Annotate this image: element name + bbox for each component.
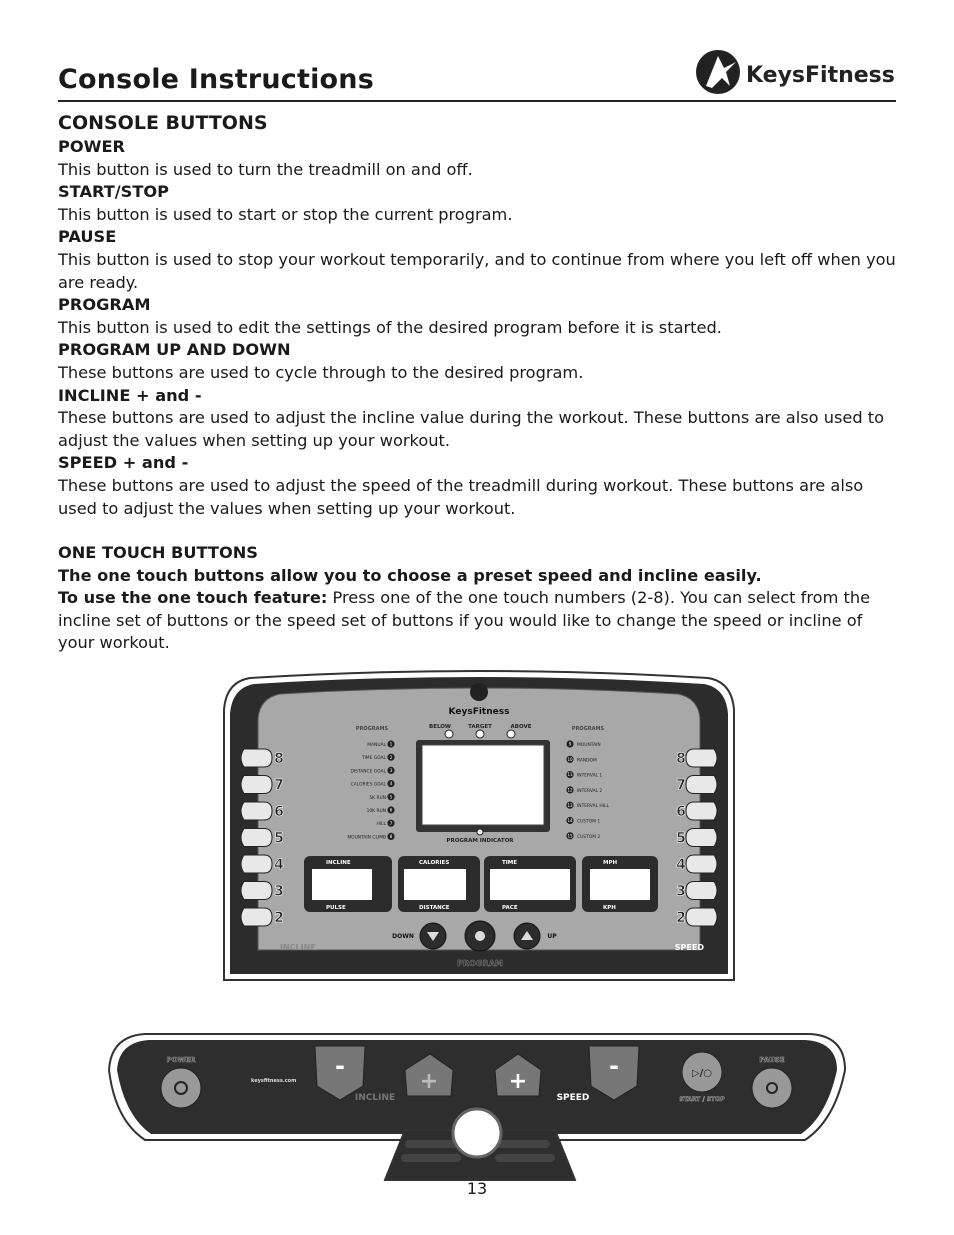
start-stop-heading: START/STOP: [58, 182, 169, 202]
one-touch-paragraph: [58, 587, 898, 655]
power-label: POWER: [166, 1056, 196, 1064]
speed-minus-icon: -: [609, 1052, 619, 1080]
program-name: MOUNTAIN: [577, 743, 601, 748]
incline-minus-icon: -: [335, 1052, 345, 1080]
speed-one-touch-button[interactable]: [686, 776, 717, 794]
incline-one-touch-number: 7: [274, 777, 284, 794]
program-number: 10: [567, 756, 573, 762]
incline-one-touch-number: 3: [274, 883, 284, 900]
program-number: 6: [389, 807, 393, 813]
incline-one-touch-button[interactable]: [241, 908, 272, 926]
incline-text: These buttons are used to adjust the incline value during the workout. These buttons are also used to adjust the values when setting up your workout.: [58, 408, 885, 450]
one-touch-text: Press one of the one touch numbers (2-8). You can select from the incline set of buttons or the speed set of buttons if you would like to change the speed or incline of your workout.: [58, 588, 871, 653]
incline-one-touch-number: 6: [274, 804, 284, 820]
console-buttons-heading: CONSOLE BUTTONS: [58, 112, 268, 134]
program-name: INTERVAL 2: [577, 788, 603, 794]
incline-one-touch-number: 8: [274, 751, 284, 767]
panel-incline-label: INCLINE: [354, 1093, 396, 1103]
one-touch-bold-line: The one touch buttons allow you to choose a preset speed and incline easily.: [58, 565, 762, 585]
speed-one-touch-number: 4: [676, 857, 686, 873]
console-speed-label: SPEED: [674, 943, 704, 952]
target-label: ABOVE: [510, 724, 532, 730]
incline-one-touch-button[interactable]: [241, 829, 272, 847]
program-name: MANUAL: [367, 743, 386, 748]
incline-one-touch-button[interactable]: [241, 855, 272, 873]
program-heading: PROGRAM: [58, 295, 151, 315]
speed-one-touch-number: 2: [676, 910, 686, 926]
program-name: CUSTOM 1: [577, 819, 601, 825]
incline-display-label: INCLINE: [326, 860, 351, 866]
program-up-down-text: These buttons are used to cycle through to the desired program.: [58, 362, 584, 382]
target-label: TARGET: [468, 724, 492, 730]
safety-key-icon[interactable]: [453, 1109, 501, 1157]
program-name: CUSTOM 2: [577, 834, 601, 840]
panel-speed-label: SPEED: [556, 1093, 590, 1103]
pause-label: PAUSE: [759, 1056, 785, 1064]
program-name: 5K RUN: [369, 795, 386, 801]
incline-one-touch-number: 2: [274, 910, 284, 926]
pace-display-label: PACE: [502, 905, 518, 911]
speed-one-touch-button[interactable]: [686, 855, 717, 873]
speed-one-touch-number: 6: [676, 804, 686, 820]
speed-one-touch-number: 5: [676, 830, 686, 847]
distance-display-label: DISTANCE: [419, 905, 450, 911]
power-button[interactable]: [161, 1068, 201, 1108]
program-number: 7: [389, 820, 393, 826]
website-label: keysfitness.com: [251, 1078, 297, 1084]
page-header: [58, 62, 896, 102]
program-number: 14: [567, 818, 573, 824]
program-number: 2: [389, 754, 393, 760]
program-name: RANDOM: [577, 758, 597, 764]
incline-one-touch-button[interactable]: [241, 749, 272, 767]
program-number: 4: [389, 781, 393, 787]
page-title: Console Instructions: [58, 64, 374, 95]
speed-one-touch-button[interactable]: [686, 802, 717, 820]
program-number: 11: [567, 772, 573, 778]
calories-display-label: CALORIES: [419, 860, 450, 866]
start-stop-label: START / STOP: [679, 1096, 725, 1103]
console-brand: KeysFitness: [448, 707, 510, 717]
brand-logo-text: KeysFitness: [746, 63, 895, 88]
start-stop-text: This button is used to start or stop the current program.: [58, 204, 513, 224]
time-display-label: TIME: [502, 860, 518, 866]
instructions-body: [58, 110, 898, 655]
speed-one-touch-button[interactable]: [686, 882, 717, 900]
incline-one-touch-number: 4: [274, 857, 284, 873]
program-number: 9: [568, 741, 572, 747]
speed-plus-icon: +: [508, 1069, 528, 1094]
pause-button[interactable]: [752, 1068, 792, 1108]
down-label: DOWN: [392, 933, 414, 940]
up-label: UP: [547, 933, 557, 940]
program-display: [422, 745, 544, 825]
program-number: 1: [389, 741, 393, 747]
program-number: 8: [389, 834, 393, 839]
program-number: 15: [567, 833, 573, 839]
power-text: This button is used to turn the treadmill on and off.: [58, 159, 473, 179]
programs-heading-left: PROGRAMS: [355, 726, 389, 732]
kph-display-label: KPH: [603, 905, 616, 911]
speed-one-touch-button[interactable]: [686, 908, 717, 926]
program-text: This button is used to edit the settings of the desired program before it is started.: [58, 317, 722, 337]
program-up-down-heading: PROGRAM UP AND DOWN: [58, 340, 291, 360]
speed-heading: SPEED + and -: [58, 453, 189, 473]
program-name: INTERVAL HILL: [577, 804, 609, 810]
target-label: BELOW: [429, 724, 451, 730]
program-number: 5: [389, 794, 393, 800]
console-diagram: [220, 670, 738, 985]
one-touch-lead: To use the one touch feature:: [58, 588, 328, 608]
speed-one-touch-number: 3: [676, 883, 686, 900]
speed-one-touch-number: 8: [676, 751, 686, 767]
pulse-display-label: PULSE: [326, 905, 346, 911]
program-name: HILL: [376, 822, 386, 828]
console-incline-label: INCLINE: [280, 943, 316, 952]
speed-one-touch-number: 7: [676, 777, 686, 794]
incline-one-touch-button[interactable]: [241, 776, 272, 794]
program-name: 10K RUN: [366, 809, 386, 814]
speed-one-touch-button[interactable]: [686, 749, 717, 767]
mph-display-label: MPH: [603, 860, 618, 866]
program-name: TIME GOAL: [361, 756, 386, 762]
start-stop-icon: ▷/○: [691, 1068, 713, 1079]
pause-text: This button is used to stop your workout temporarily, and to continue from where you left off when you are ready.: [58, 249, 896, 292]
incline-one-touch-button[interactable]: [241, 802, 272, 820]
keysfitness-logo: [696, 42, 896, 98]
console-logo-icon: [470, 683, 488, 701]
speed-text: These buttons are used to adjust the speed of the treadmill during workout. These buttons are also used to adjust the values when setting up your workout.: [58, 475, 864, 518]
one-touch-heading: ONE TOUCH BUTTONS: [58, 543, 258, 563]
program-number: 3: [389, 768, 393, 773]
program-name: DISTANCE GOAL: [350, 769, 386, 775]
incline-one-touch-number: 5: [274, 830, 284, 847]
control-panel-diagram: [105, 1030, 850, 1185]
incline-plus-icon: +: [419, 1069, 439, 1094]
power-heading: POWER: [58, 137, 126, 156]
program-number: 13: [567, 802, 573, 808]
programs-heading-right: PROGRAMS: [571, 726, 605, 732]
program-name: INTERVAL 1: [577, 773, 603, 779]
program-name: MOUNTAIN CLIMB: [347, 835, 386, 841]
console-program-label: PROGRAM: [457, 959, 503, 968]
program-name: CALORIES GOAL: [350, 782, 386, 788]
pause-heading: PAUSE: [58, 227, 117, 247]
brand-logo-icon: [696, 42, 896, 98]
program-select-icon: [475, 931, 485, 941]
page-number: 13: [466, 1179, 488, 1198]
incline-heading: INCLINE + and -: [58, 385, 202, 405]
speed-one-touch-button[interactable]: [686, 829, 717, 847]
program-number: 12: [567, 787, 573, 793]
program-indicator-label: PROGRAM INDICATOR: [446, 838, 514, 844]
incline-one-touch-button[interactable]: [241, 882, 272, 900]
